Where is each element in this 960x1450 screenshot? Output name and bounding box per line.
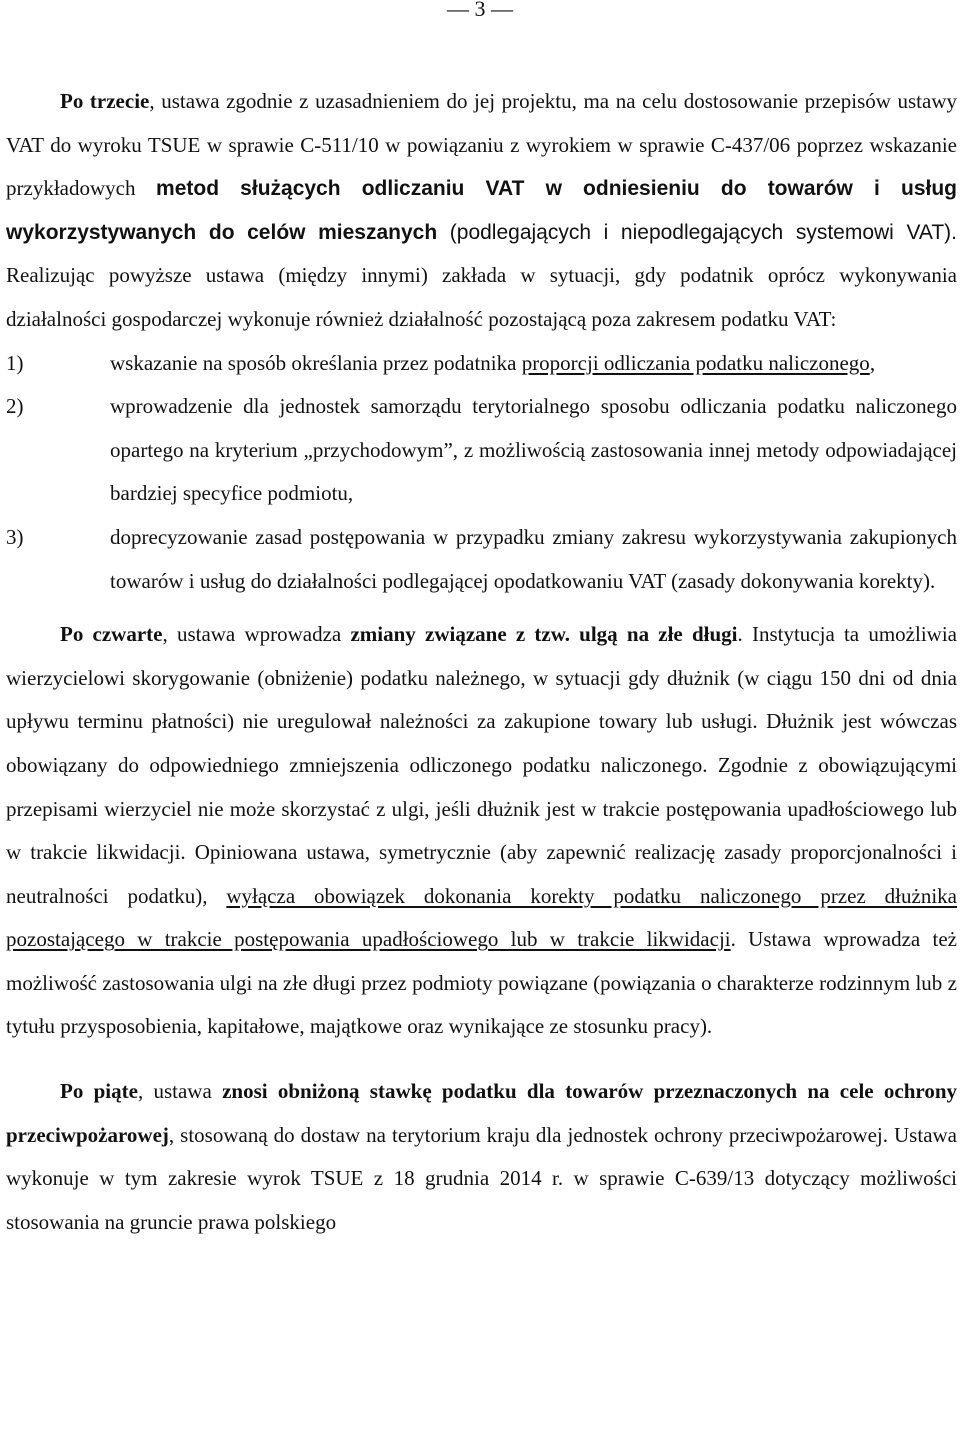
- paragraph-fifth-lead: Po piąte: [60, 1079, 138, 1104]
- list-item-number: 2): [6, 394, 24, 419]
- list-item: [6, 516, 957, 603]
- points-list: [6, 342, 957, 604]
- paragraph-fifth-bold-reduced-rate: znosi obniżoną stawkę podatku dla towarów przeznaczonych na cele ochrony przeciwpożarowej: [6, 1079, 957, 1147]
- list-item-text-end: ,: [869, 350, 876, 375]
- paragraph-fifth-text-1: , ustawa: [137, 1079, 223, 1104]
- list-item-underlined-text: proporcji odliczania podatku naliczonego: [521, 350, 870, 375]
- paragraph-third: [6, 80, 957, 342]
- list-item-text: doprecyzowanie zasad postępowania w przypadku zmiany zakresu wykorzystywania zakupionych towarów i usług do działalności podlegającej opodatkowaniu VAT (zasady dokonywania korekty).: [110, 524, 957, 593]
- paragraph-third-lead: Po trzecie: [60, 89, 150, 113]
- paragraph-fourth-text-2: . Instytucja ta umożliwia wierzycielowi skorygowanie (obniżenie) podatku należnego, w sytuacji gdy dłużnik (w ciągu 150 dni od dnia upływu terminu płatności) nie uregulował należności za zakupione towary lub usługi. Dłużnik jest wówczas obowiązany do odpowiedniego zmniejszenia odliczonego podatku naliczonego. Zgodnie z obowiązującymi przepisami wierzyciel nie może skorzystać z ulgi, jeśli dłużnik jest w trakcie postępowania upadłościowego lub w trakcie likwidacji. Opiniowana ustawa, symetrycznie (aby zapewnić realizację zasady proporcjonalności i neutralności podatku),: [6, 622, 957, 908]
- list-item-text: wprowadzenie dla jednostek samorządu terytorialnego sposobu odliczania podatku naliczonego opartego na kryterium „przychodowym”, z możliwością zastosowania innej metody odpowiadającej bardziej specyfice podmiotu,: [110, 394, 957, 506]
- paragraph-fifth-text-2: , stosowaną do dostaw na terytorium kraju dla jednostek ochrony przeciwpożarowej. Ustawa wykonuje w tym zakresie wyrok TSUE z 18 grudnia 2014 r. w sprawie C-639/13 dotyczący możliwości stosowania na gruncie prawa polskiego: [6, 1122, 957, 1234]
- paragraph-fourth: [6, 613, 957, 1049]
- paragraph-third-text-1: , ustawa zgodnie z uzasadnieniem do jej projektu, ma na celu dostosowanie przepisów ustawy VAT do wyroku TSUE w sprawie C-511/10 w powiązaniu z wyrokiem w sprawie C-437/06 poprzez wskazanie przykładowych: [6, 89, 958, 201]
- paragraph-fourth-lead: Po czwarte: [60, 622, 163, 647]
- page-number: — 3 —: [447, 0, 513, 21]
- paragraph-fifth: [6, 1070, 957, 1244]
- paragraph-third-text-3: Realizując powyższe ustawa (między innymi) zakłada w sytuacji, gdy podatnik oprócz wykonywania działalności gospodarczej wykonuje również działalność pozostającą poza zakresem podatku VAT:: [6, 263, 957, 331]
- list-item: [6, 342, 957, 386]
- paragraph-fourth-text-1: , ustawa wprowadza: [162, 622, 351, 647]
- list-item-number: 3): [6, 524, 24, 549]
- list-item-text: wskazanie na sposób określania przez podatnika: [110, 350, 522, 375]
- paragraph-third-bold-methods: metod służących odliczaniu VAT w odniesieniu do towarów i usług wykorzystywanych do celów mieszanych: [6, 177, 957, 244]
- paragraph-fourth-underlined-text: wyłącza obowiązek dokonania korekty podatku naliczonego przez dłużnika pozostającego w trakcie postępowania upadłościowego lub w trakcie likwidacji: [6, 883, 957, 952]
- document-body: [6, 80, 957, 1244]
- paragraph-fourth-bold-bad-debts: zmiany związane z tzw. ulgą na złe długi: [350, 622, 738, 647]
- paragraph-third-text-2: (podlegających i niepodlegających systemowi VAT).: [437, 220, 957, 244]
- list-item-number: 1): [6, 350, 24, 375]
- list-item: [6, 385, 957, 516]
- paragraph-fourth-text-3: . Ustawa wprowadza też możliwość zastosowania ulgi na złe długi przez podmioty powiązane (powiązania o charakterze rodzinnym lub z tytułu przysposobienia, kapitałowe, majątkowe oraz wynikające ze stosunku pracy).: [6, 927, 957, 1039]
